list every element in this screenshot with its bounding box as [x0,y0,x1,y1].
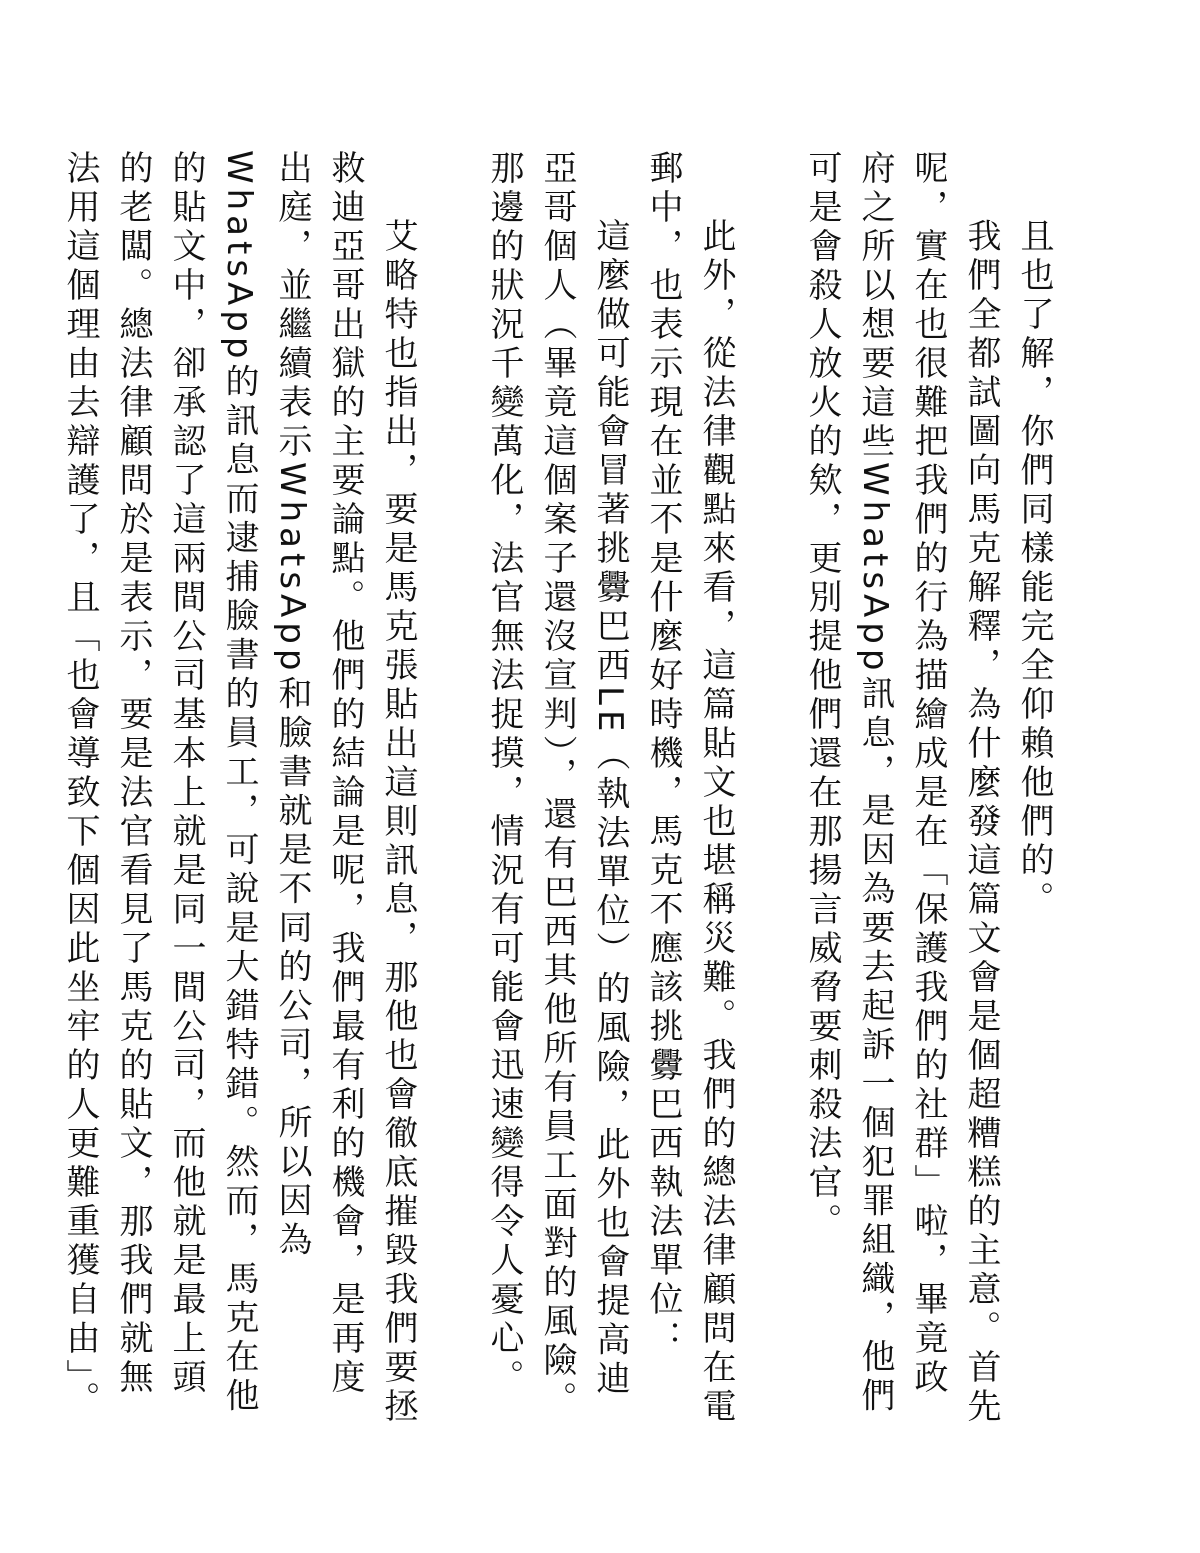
vertical-text-body [60,150,1060,1430]
paragraph-1: 且也了解，你們同樣能完全仰賴他們的。 [1014,218,1054,920]
paragraph-2: 我們全都試圖向馬克解釋，為什麼發這篇文會是個超糟糕的主意。首先呢，實在也很難把我們的行為描繪成是在「保護我們的社群」啦，畢竟政府之所以想要這些WhatsApp訊息，是因為要去起訴一個犯罪組織，他們可是會殺人放火的欸，更別提他們還在那揚言威脅要刺殺法官。 [802,150,1001,1427]
paragraph-5: 艾略特也指出，要是馬克張貼出這則訊息，那他也會徹底摧毀我們要拯救迪亞哥出獄的主要論點。他們的結論是呢，我們最有利的機會，是再度出庭，並繼續表示WhatsApp和臉書就是不同的公司，所以因為WhatsApp的訊息而逮捕臉書的員工，可說是大錯特錯。然而，馬克在他的貼文中，卻承認了這兩間公司基本上就是同一間公司，而他就是最上頭的老闆。總法律顧問於是表示，要是法官看見了馬克的貼文，那我們就無法用這個理由去辯護了，且「也會導致下個因此坐牢的人更難重獲自由」。 [60,150,418,1427]
paragraph-3: 此外，從法律觀點來看，這篇貼文也堪稱災難。我們的總法律顧問在電郵中，也表示現在並不是什麼好時機，馬克不應該挑釁巴西執法單位： [643,150,736,1427]
block-quote-paragraph: 這麼做可能會冒著挑釁巴西LE（執法單位）的風險，此外也會提高迪亞哥個人（畢竟這個案子還沒宣判），還有巴西其他所有員工面對的風險。那邊的狀況千變萬化，法官無法捉摸，情況有可能會迅速變得令人憂心。 [484,150,630,1420]
